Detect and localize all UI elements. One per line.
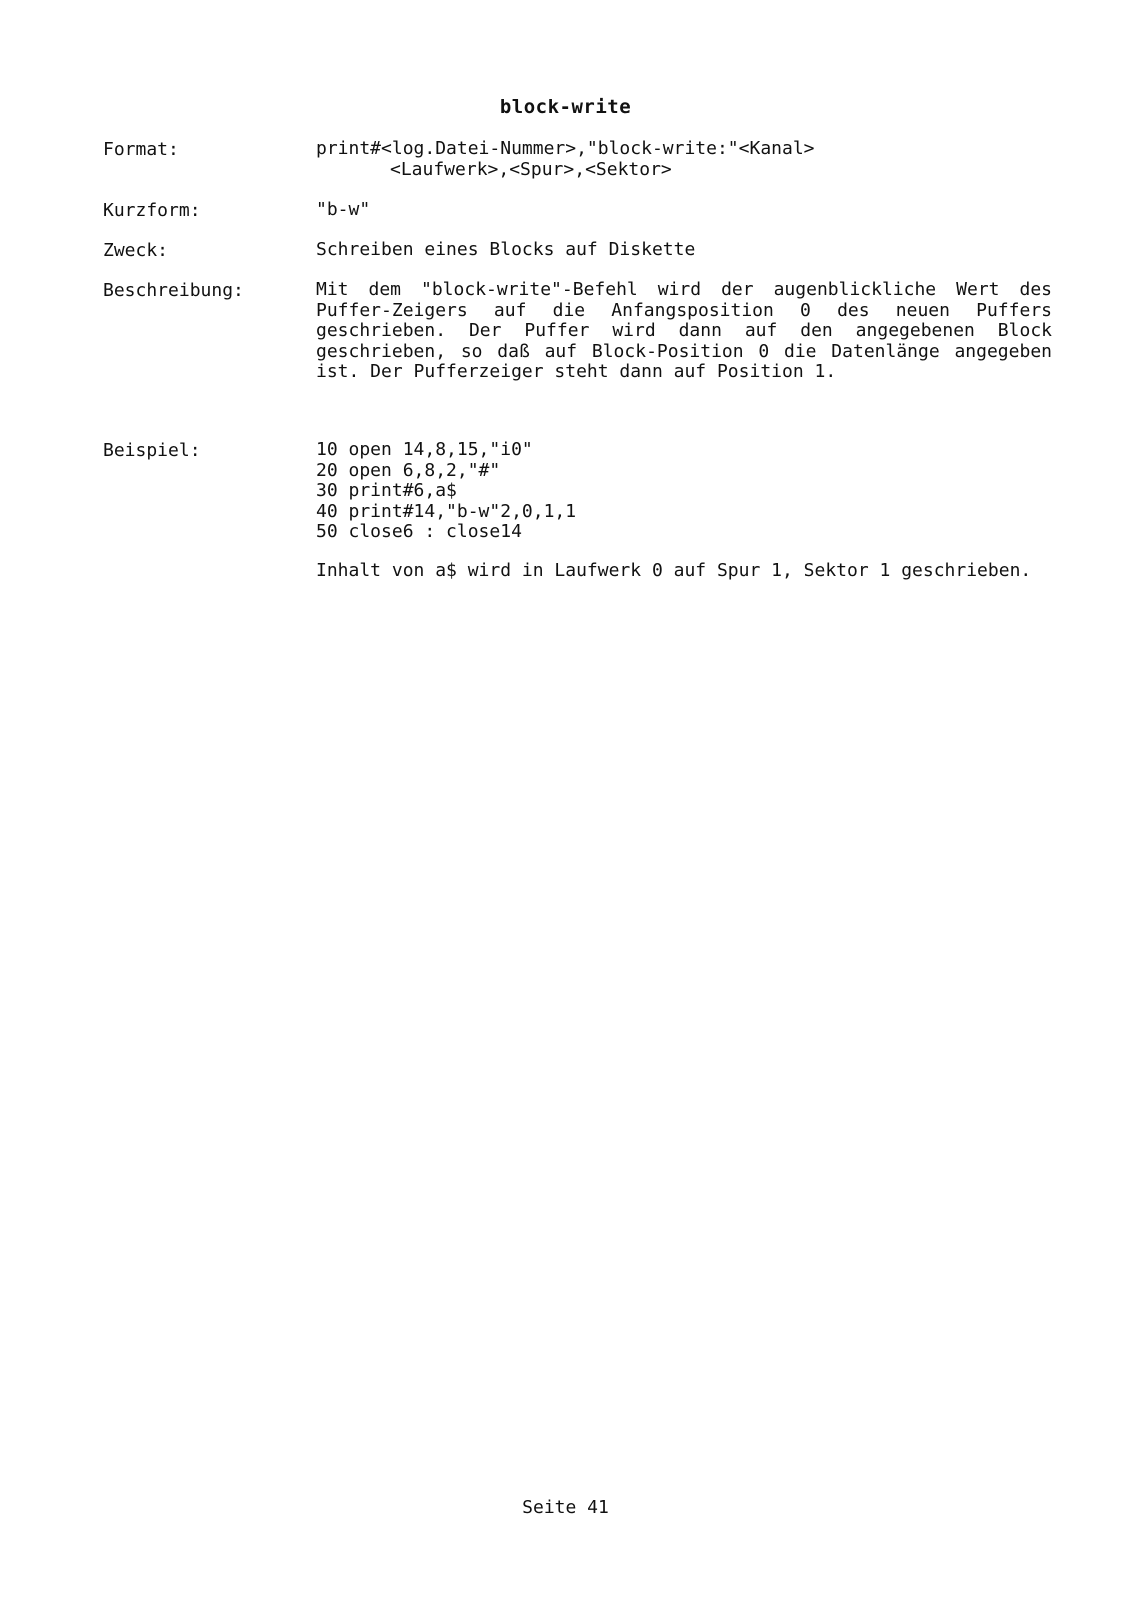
format-line-2: <Laufwerk>,<Spur>,<Sektor> <box>390 158 672 180</box>
kurzform-label: Kurzform: <box>103 200 201 221</box>
code-line-40: 40 print#14,"b-w"2,0,1,1 <box>316 500 577 522</box>
beispiel-code <box>316 440 1052 543</box>
code-line-50: 50 close6 : close14 <box>316 521 522 542</box>
beschreibung-text: Mit dem "block-write"-Befehl wird der augenblickliche Wert des Puffer-Zeigers auf die Anfangsposition 0 des neuen Puffers geschrieben. Der Puffer wird dann auf den angegebenen Block geschrieben, so daß auf Block-Position 0 die Datenlänge angegeben ist. Der Pufferzeiger steht dann auf Position 1. <box>316 279 1052 382</box>
format-syntax <box>316 139 1052 180</box>
zweck-label: Zweck: <box>103 240 169 261</box>
beschreibung-label: Beschreibung: <box>103 280 244 301</box>
page-title: block-write <box>499 96 632 118</box>
code-line-10: 10 open 14,8,15,"i0" <box>316 439 533 460</box>
beispiel-label: Beispiel: <box>103 440 201 461</box>
page-number: Seite 41 <box>522 1497 609 1518</box>
format-line-1: print#<log.Datei-Nummer>,"block-write:"<Kanal> <box>316 138 815 159</box>
kurzform-value: "b-w" <box>316 199 371 220</box>
beispiel-note: Inhalt von a$ wird in Laufwerk 0 auf Spur 1, Sektor 1 geschrieben. <box>316 560 1032 581</box>
code-line-30: 30 print#6,a$ <box>316 480 457 501</box>
code-line-20: 20 open 6,8,2,"#" <box>316 459 501 481</box>
format-label: Format: <box>103 139 179 160</box>
zweck-value: Schreiben eines Blocks auf Diskette <box>316 239 696 260</box>
